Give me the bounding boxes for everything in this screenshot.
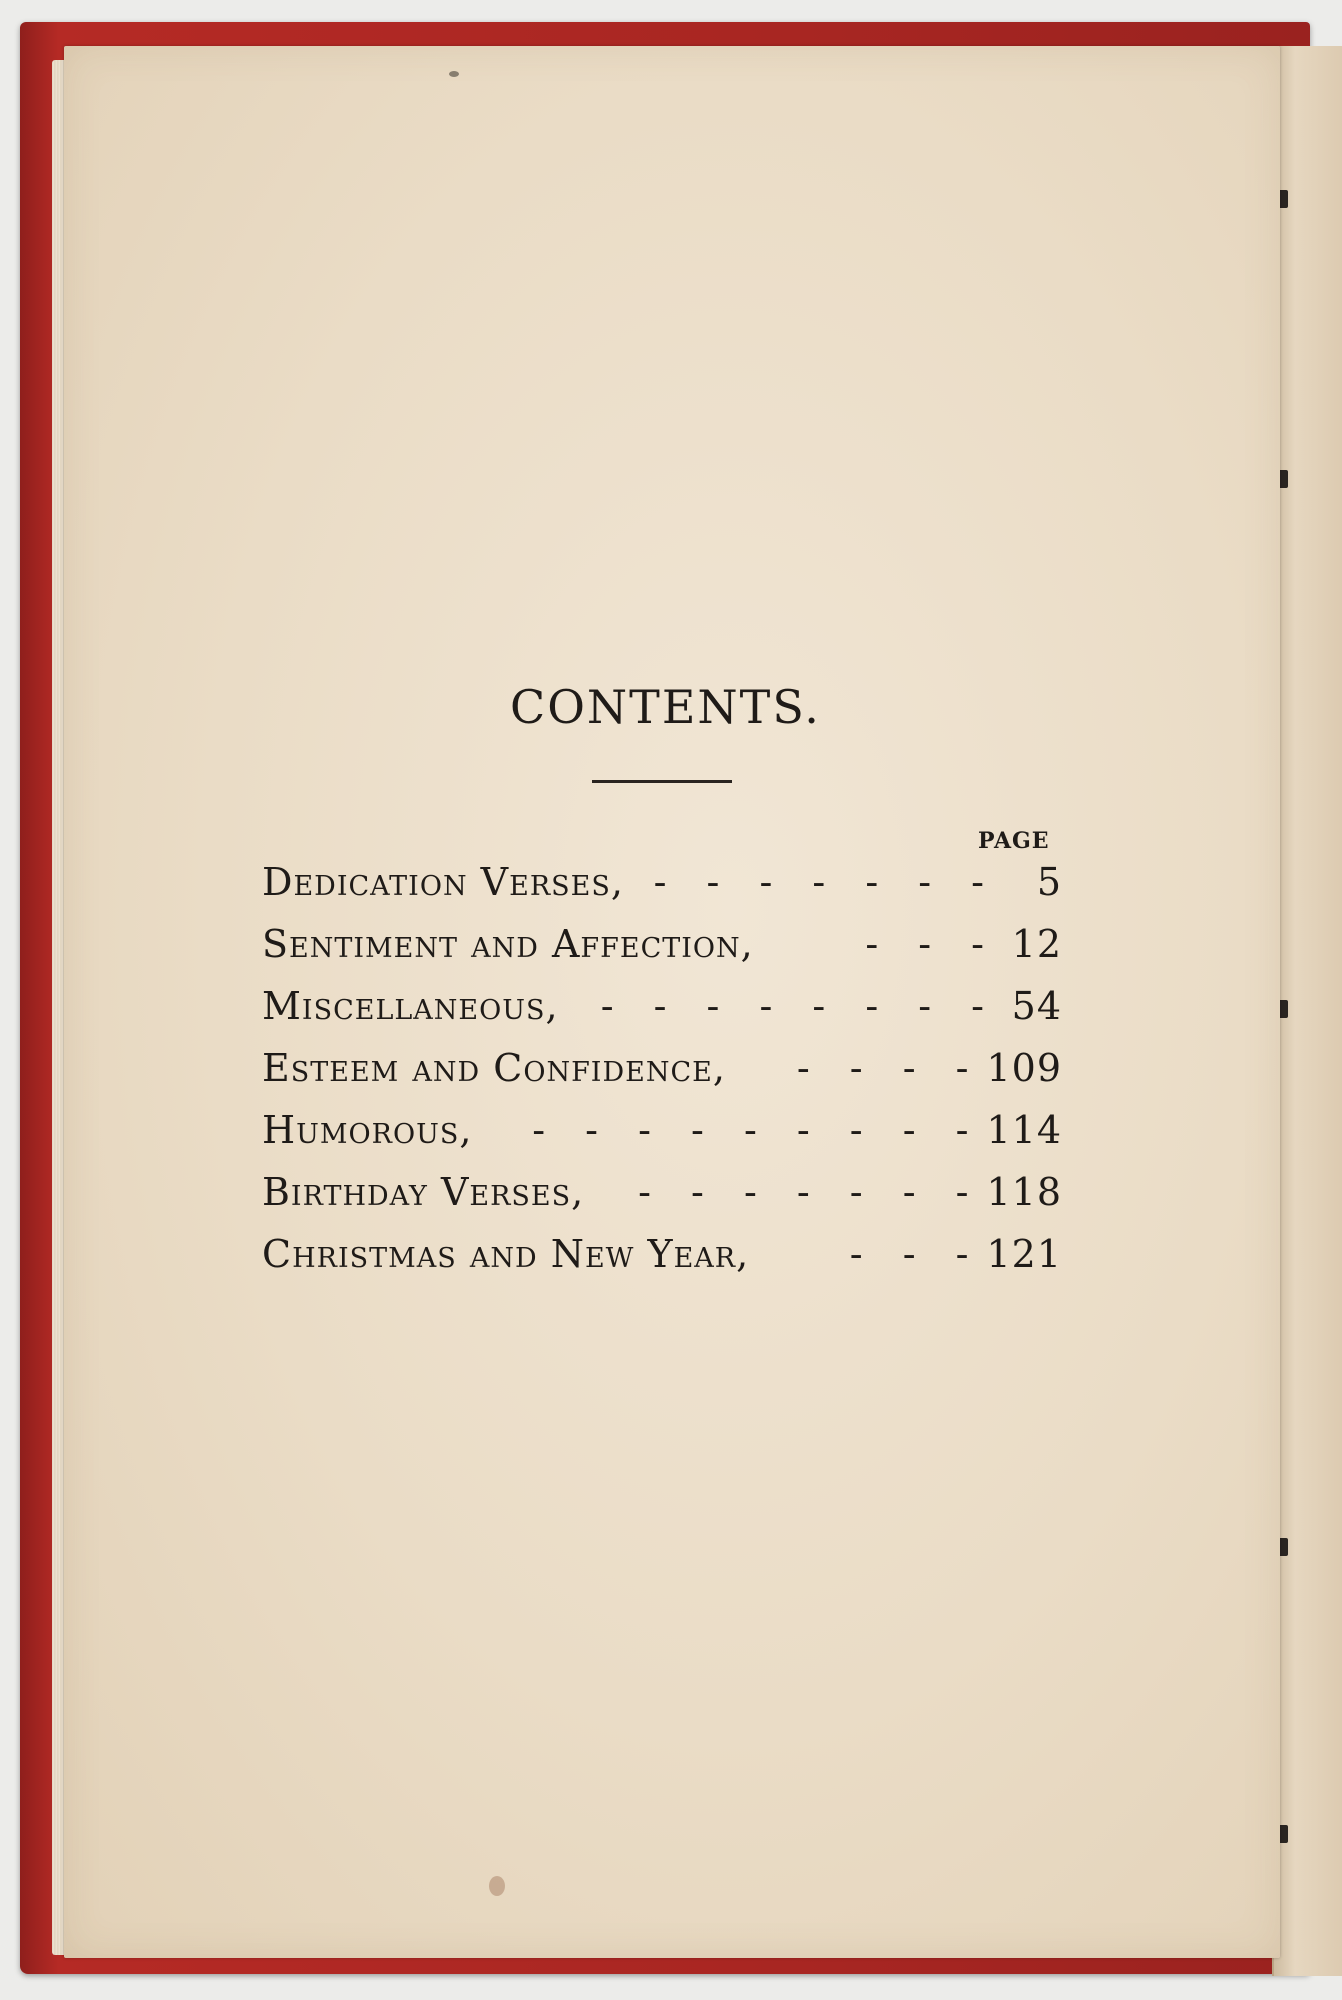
entry-page: 121 [986,1232,1062,1276]
list-item [262,922,1062,984]
list-item [262,1232,1062,1294]
entry-title: Sentiment and Affection, [262,922,754,966]
leader-dots: - - - [865,922,998,966]
contents-list [262,860,1062,1294]
list-item [262,1170,1062,1232]
entry-title: Esteem and Confidence, [262,1046,726,1090]
entry-page: 109 [986,1046,1062,1090]
entry-title: Dedication Verses, [262,860,624,904]
paper-spot [449,71,459,77]
leader-dots: - - - [849,1232,983,1276]
list-item [262,984,1062,1046]
leader-dots: - - - - - - - - - [532,1108,983,1152]
list-item [262,1046,1062,1108]
entry-title: Christmas and New Year, [262,1232,750,1276]
page-column-label: PAGE [978,828,1050,854]
entry-title: Miscellaneous, [262,984,559,1028]
entry-title: Birthday Verses, [262,1170,585,1214]
page-title: CONTENTS. [510,680,821,734]
leader-dots: - - - - - - - - [600,984,998,1028]
entry-page: 54 [1011,984,1062,1028]
list-item [262,860,1062,922]
entry-page: 5 [1036,860,1062,904]
leader-dots: - - - - - - - [638,1170,983,1214]
title-rule [592,780,732,783]
list-item [262,1108,1062,1170]
entry-page: 114 [986,1108,1062,1152]
entry-title: Humorous, [262,1108,473,1152]
entry-page: 118 [986,1170,1062,1214]
entry-page: 12 [1011,922,1062,966]
leader-dots: - - - - [796,1046,983,1090]
leader-dots: - - - - - - - [653,860,998,904]
paper-spot [489,1876,505,1896]
